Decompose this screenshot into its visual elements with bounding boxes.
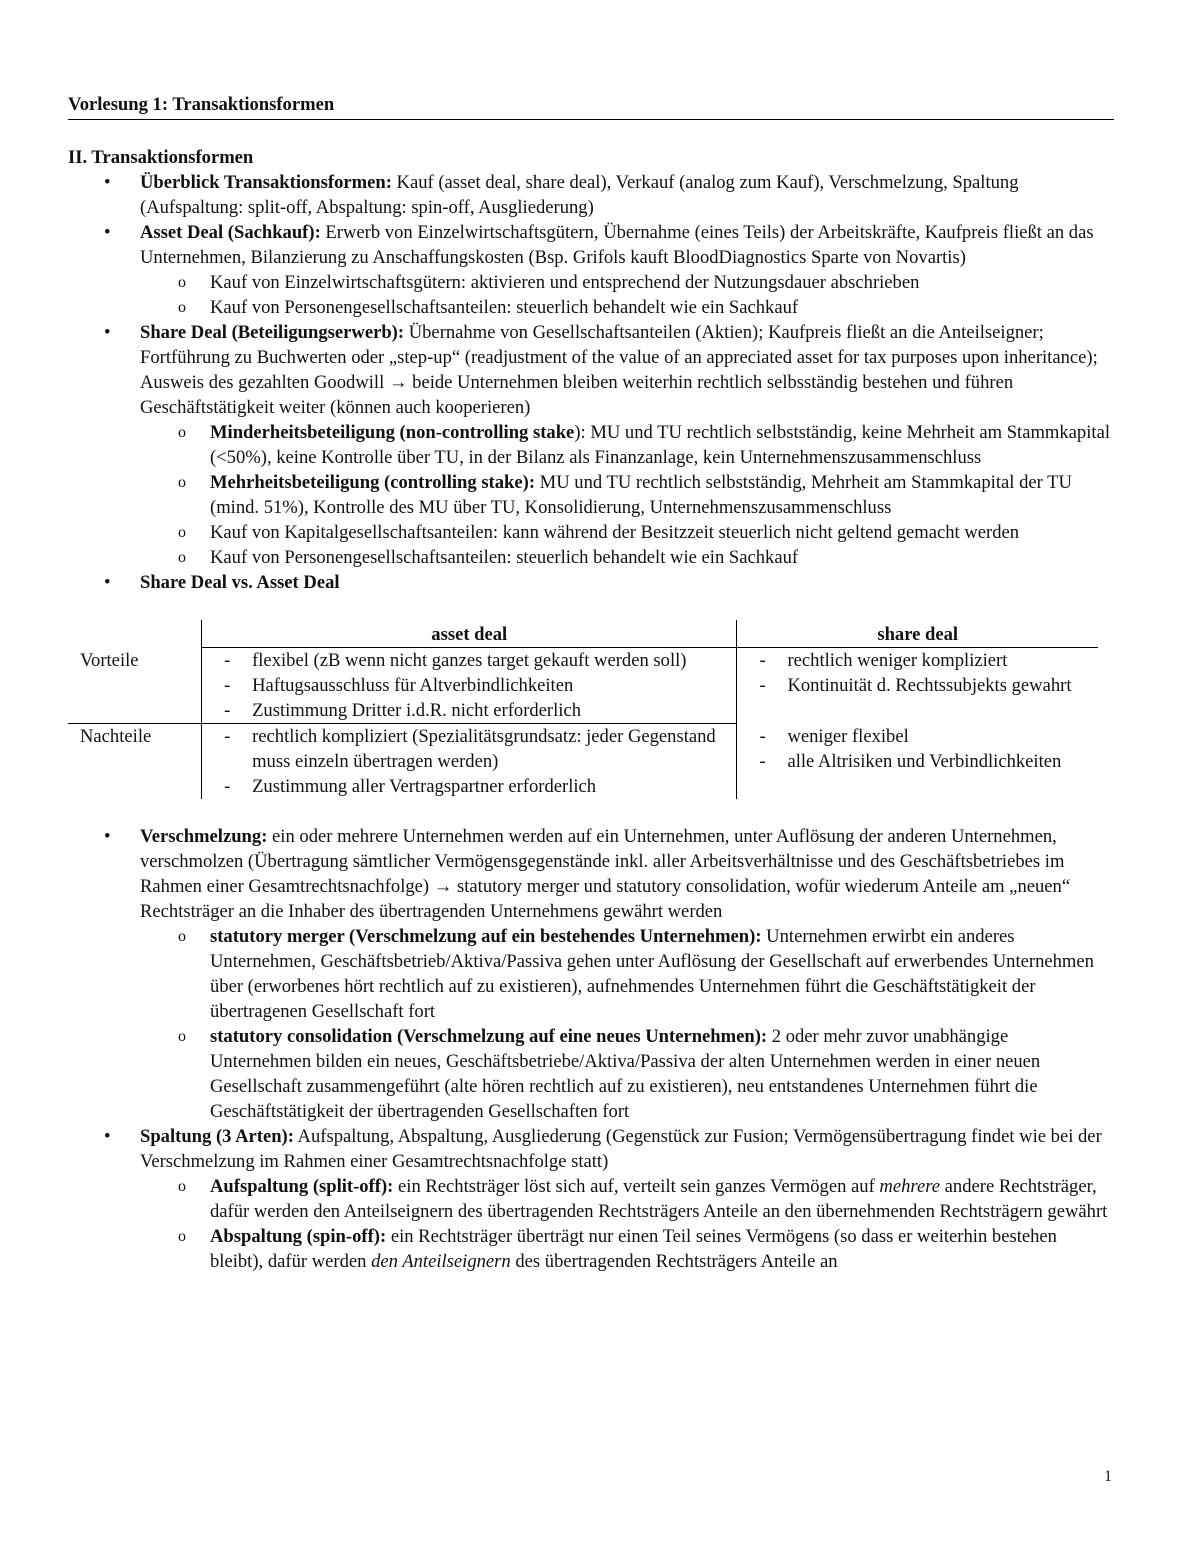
sub-item-text: Kauf von Personengesellschaftsanteilen: steuerlich behandelt wie ein Sachkauf [210,297,799,318]
bullet-text: Übernahme von Gesellschaftsanteilen (Aktien); Kaufpreis fließt an die Anteilseigner; Fortführung zu Buchwerten oder „step-up“ (readjustment of the value of an appreciated asset for tax purposes upon inheritance); Ausweis des gezahlten Goodwill → beide Unternehmen bleiben weiterhin rechtlich selbsständig bestehen und führen Geschäftstätigkeit weiter (können auch kooperieren) [140,322,1098,418]
sub-item-text: ein Rechtsträger löst sich auf, verteilt sein ganzes Vermögen auf [393,1176,880,1197]
sub-item-term: Abspaltung (spin-off): [210,1226,387,1247]
list-item-text: alle Altrisiken und Verbindlichkeiten [787,750,1062,772]
sub-item-text: des übertragenden Rechtsträgers Anteile an [510,1251,838,1272]
row-label-vorteile: Vorteile [68,648,202,724]
sub-item-text: Kauf von Einzelwirtschaftsgütern: aktivieren und entsprechend der Nutzungsdauer abschrieben [210,272,920,293]
dash-icon: - [759,675,766,696]
bullet-text: Aufspaltung, Abspaltung, Ausgliederung (Gegenstück zur Fusion; Vermögensübertragung findet wie bei der Verschmelzung im Rahmen einer Gesamtrechtsnachfolge statt) [140,1126,1102,1172]
row-label-nachteile: Nachteile [80,726,152,747]
list-item-text: rechtlich kompliziert (Spezialitätsgrundsatz: jeder Gegenstand muss einzeln übertragen werden) [252,726,716,772]
cell-vorteile-share [737,648,1098,724]
sub-item-text: 2 oder mehr zuvor unabhängige Unternehmen bilden ein neues, Geschäftsbetriebe/Aktiva/Passiva der alten Unternehmen werden in einer neuen Gesellschaft zusammengeführt (alte hören rechtlich auf zu existieren), neu entstandenes Unternehmen führt die Geschäftstätigkeit der übertragenden Gesellschaften fort [210,1026,1041,1122]
sub-item-term: Mehrheitsbeteiligung (controlling stake): [210,472,536,493]
list-item [737,749,1098,774]
sub-bullet-icon: o [178,274,186,291]
sub-bullet-icon: o [178,424,186,441]
list-item [202,698,736,723]
bullet-icon: • [104,222,111,243]
list-item [202,774,736,799]
sub-item-term: statutory consolidation (Verschmelzung auf eine neues Unternehmen): [210,1026,768,1047]
comparison-table [68,620,1098,799]
bullet-icon: • [104,322,111,343]
sub-item-text: Kauf von Personengesellschaftsanteilen: steuerlich behandelt wie ein Sachkauf [210,547,799,568]
sub-item [68,520,1114,545]
dash-icon: - [224,726,231,747]
list-item-text: weniger flexibel [787,725,909,747]
dash-icon: - [759,750,766,772]
bullet-asset-deal [68,220,1114,270]
sub-item-term: statutory merger (Verschmelzung auf ein bestehendes Unternehmen): [210,926,762,947]
bullet-overview [68,170,1114,220]
sub-item-emphasis: den Anteilseignern [371,1251,511,1272]
sub-bullet-icon: o [178,1228,186,1245]
dash-icon: - [224,776,231,797]
sub-item-text: MU und TU rechtlich selbstständig, Mehrheit am Stammkapital der TU (mind. 51%), Kontrolle des MU über TU, Konsolidierung, Unternehmenszusammenschluss [210,472,1072,518]
sub-item-text: andere Rechtsträger, dafür werden den Anteilseignern des übertragenden Rechtsträgers Anteile an den übernehmenden Rechtsträgern gewährt [210,1176,1108,1222]
bullet-icon: • [104,572,111,593]
sub-item [68,270,1114,295]
dash-icon: - [224,650,231,671]
sub-item-term: Aufspaltung (split-off): [210,1176,394,1197]
list-item [202,673,736,698]
document-page [68,92,1114,1274]
col-header-asset: asset deal [202,620,737,648]
sub-item-text: ): MU und TU rechtlich selbstständig, keine Mehrheit am Stammkapital (<50%), keine Kontrolle über TU, in der Bilanz als Finanzanlage, kein Unternehmenszusammenschluss [210,422,1110,468]
page-title: Vorlesung 1: Transaktionsformen [68,92,1114,120]
list-item [202,648,736,673]
sub-item [68,470,1114,520]
sub-bullet-icon: o [178,299,186,316]
list-item [737,648,1098,673]
bullet-term: Asset Deal (Sachkauf): [140,222,321,243]
bullet-term: Share Deal (Beteiligungserwerb): [140,322,405,343]
sub-bullet-icon: o [178,549,186,566]
bullet-text: Kauf (asset deal, share deal), Verkauf (analog zum Kauf), Verschmelzung, Spaltung (Aufspaltung: split-off, Abspaltung: spin-off, Ausgliederung) [140,172,1019,218]
col-header-share: share deal [737,620,1098,648]
bullet-term: Share Deal vs. Asset Deal [140,572,340,593]
sub-bullet-icon: o [178,1178,186,1195]
table-corner [68,620,202,648]
sub-bullet-icon: o [178,524,186,541]
cell-vorteile-asset [202,648,737,724]
sub-item [68,924,1114,1024]
bullet-share-deal [68,320,1114,420]
list-item-text: Kontinuität d. Rechtssubjekts gewahrt [787,675,1072,696]
sub-bullet-icon: o [178,928,186,945]
list-item [737,724,1098,749]
bullet-icon: • [104,826,111,847]
list-item-text: flexibel (zB wenn nicht ganzes target gekauft werden soll) [252,650,687,671]
list-item-text: Haftugsausschluss für Altverbindlichkeiten [252,675,574,696]
bullet-comparison [68,570,1114,595]
sub-item [68,1174,1114,1224]
sub-item [68,545,1114,570]
bullet-icon: • [104,172,111,193]
sub-item [68,295,1114,320]
sub-item [68,1224,1114,1274]
sub-item-term: Minderheitsbeteiligung (non-controlling stake [210,422,575,443]
list-item-text: Zustimmung aller Vertragspartner erforderlich [252,776,597,797]
section-heading: II. Transaktionsformen [68,147,254,168]
list-item-text: Zustimmung Dritter i.d.R. nicht erforderlich [252,700,582,721]
list-item [737,673,1098,698]
dash-icon: - [224,675,231,696]
dash-icon: - [224,700,231,721]
sub-item-text: Kauf von Kapitalgesellschaftsanteilen: kann während der Besitzzeit steuerlich nicht geltend gemacht werden [210,522,1020,543]
bullet-spaltung [68,1124,1114,1174]
sub-item-emphasis: mehrere [879,1176,940,1197]
bullet-term: Verschmelzung: [140,826,268,847]
bullet-icon: • [104,1126,111,1147]
dash-icon: - [759,725,766,747]
bullet-term: Spaltung (3 Arten): [140,1126,294,1147]
cell-nachteile-share [737,724,1098,800]
bullet-text: Erwerb von Einzelwirtschaftsgütern, Übernahme (eines Teils) der Arbeitskräfte, Kaufpreis fließt an das Unternehmen, Bilanzierung zu Anschaffungskosten (Bsp. Grifols kauft BloodDiagnostics Sparte von Novartis) [140,222,1094,268]
sub-item [68,1024,1114,1124]
page-number: 1 [1104,1468,1112,1485]
list-item [202,724,736,774]
sub-item-text: Unternehmen erwirbt ein anderes Unternehmen, Geschäftsbetrieb/Aktiva/Passiva gehen unter Auflösung der Gesellschaft auf erwerbendes Unternehmen über (erworbenes hört rechtlich auf zu existieren), aufnehmendes Unternehmen führt die Geschäftstätigkeit der übertragenen Gesellschaft fort [210,926,1094,1022]
cell-nachteile-asset [202,724,737,800]
sub-bullet-icon: o [178,474,186,491]
bullet-text: ein oder mehrere Unternehmen werden auf ein Unternehmen, unter Auflösung der anderen Unternehmen, verschmolzen (Übertragung sämtlicher Vermögensgegenstände inkl. aller Arbeitsverhältnisse und des Geschäftsbetriebes im Rahmen einer Gesamtrechtsnachfolge) → statutory merger und statutory consolidation, wofür wiederum Anteile am „neuen“ Rechtsträger an die Inhaber des übertragenden Unternehmens gewährt werden [140,826,1071,922]
sub-item [68,420,1114,470]
bullet-term: Überblick Transaktionsformen: [140,172,392,193]
sub-bullet-icon: o [178,1028,186,1045]
list-item-text: rechtlich weniger kompliziert [787,650,1008,671]
dash-icon: - [759,650,766,671]
sub-item-text: ein Rechtsträger überträgt nur einen Teil seines Vermögens (so dass er weiterhin bestehen bleibt), dafür werden [210,1226,1057,1272]
bullet-verschmelzung [68,824,1114,924]
